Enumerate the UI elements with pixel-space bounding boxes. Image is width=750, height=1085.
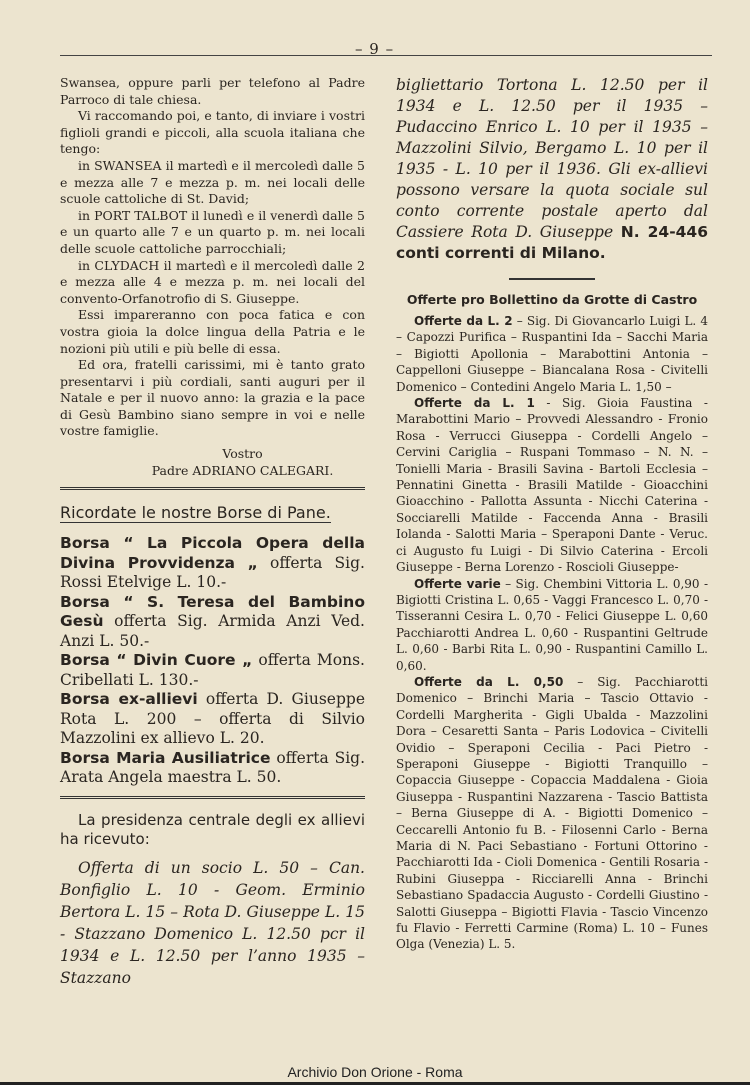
page-number: – 9 – — [355, 40, 395, 58]
borse-heading: Ricordate le nostre Borse di Pane. — [60, 503, 331, 523]
list-item: Offerte da L. 0,50 – Sig. Pacchiarotti Domenico – Brinchi Maria – Tascio Ottavio - Cordelli Margherita - Gigli Ubalda - Mazzolini Dora – Cesaretti Santa – Paris Lodovica – Civitelli Ovidio – Speraponi Cecilia - Paci Pietro - Speraponi Giuseppe - Bigiotti Tranquillo – Copaccia Giuseppe - Copaccia Maddalena - Gioia Giuseppa - Ruspantini Nazzarena - Tascio Battista – Berna Giuseppe di A. - Bigiotti Domenico – Ceccarelli Antonio fu B. - Filosenni Carlo - Berna Maria di N. Paci Sebastiano - Fortuni Ottorino - Pacchiarotti Ida - Cioli Domenica - Gentili Rosaria - Rubini Giuseppa - Ricciarelli Anna - Brinchi Sebastiano Spadaccia Augusto - Cordelli Giustino - Salotti Giuseppa – Bigiotti Flavia - Tascio Vincenzo fu Flavio - Ferretti Carmine (Roma) L. 10 – Funes Olga (Venezia) L. 5. — [396, 674, 708, 952]
section-divider — [509, 278, 595, 280]
offerte-heading: Offerte pro Bollettino da Grotte di Castro — [406, 292, 698, 307]
presidenza-intro: La presidenza centrale degli ex allievi ha ricevuto: — [60, 810, 365, 848]
list-item: Borsa “ S. Teresa del Bambino Gesù offerta Sig. Armida Anzi Ved. Anzi L. 50.- — [60, 592, 365, 650]
letter-paragraph: Ed ora, fratelli carissimi, mi è tanto grato presentarvi i più cordiali, santi auguri per il Natale e per il nuovo anno: la grazia e la pace di Gesù Bambino siano sempre in voi e nelle vostre famiglie. — [60, 357, 365, 439]
header-rule — [60, 55, 712, 56]
letter-paragraph: Swansea, oppure parli per telefono al Padre Parroco di tale chiesa. — [60, 75, 365, 107]
letter-text — [60, 75, 365, 440]
right-column — [396, 75, 708, 953]
letter-paragraph: in CLYDACH il martedì e il mercoledì dalle 2 e mezza alle 4 e mezza p. m. nei locali del convento-Orfanotrofio di S. Giuseppe. — [60, 257, 365, 306]
list-item: Offerte da L. 1 - Sig. Gioia Faustina - Marabottini Mario – Provvedi Alessandro - Fronio Rosa - Verrucci Giuseppa - Cordelli Angelo – Cervini Cariglia – Ruspani Tommaso – N. N. – Tonielli Maria - Brasili Savina - Bartoli Ecclesia – Pennatini Ginetta - Brasili Matilde - Gioacchini Gioacchino - Pallotta Assunta - Nicchi Caterina - Socciarelli Matilde - Faccenda Anna - Brasili Iolanda - Salotti Maria – Speraponi Dante - Veruc. ci Augusto fu Luigi - Di Silvio Caterina - Ercoli Giuseppe - Berna Lorenzo - Roscioli Giuseppe- — [396, 396, 708, 575]
presidenza-list: Offerta di un socio L. 50 – Can. Bonfiglio L. 10 - Geom. Erminio Bertora L. 15 – Rota D. Giuseppe L. 15 - Stazzano Domenico L. 12.50 pcr il 1934 e L. 12.50 per l’anno 1935 – Stazzano — [60, 858, 365, 987]
borse-list — [60, 534, 365, 788]
letter-paragraph: in PORT TALBOT il lunedì e il venerdì dalle 5 e un quarto alle 7 e un quarto p. m. nei locali delle scuole cattoliche parrocchiali; — [60, 207, 365, 256]
signature-salutation: Vostro — [222, 446, 263, 462]
signature-name: Padre ADRIANO CALEGARI. — [151, 462, 334, 478]
list-item: Borsa ex-allievi offerta D. Giuseppe Rota L. 200 – offerta di Silvio Mazzolini ex allievo L. 20. — [60, 690, 365, 748]
list-item: Offerte da L. 2 – Sig. Di Giovancarlo Luigi L. 4 – Capozzi Purifica – Ruspantini Ida – Sacchi Maria – Bigiotti Apollonia – Marabottini Antonia – Cappelloni Giuseppe – Biancalana Rosa - Civitelli Domenico – Contedini Angelo Maria L. 1,50 – — [396, 314, 708, 394]
letter-paragraph: Essi impareranno con poca fatica e con vostra gioia la dolce lingua della Patria e le nozioni più utili e più belle di essa. — [60, 307, 365, 356]
letter-paragraph: Vi raccomando poi, e tanto, di inviare i vostri figlioli grandi e piccoli, alla scuola italiana che tengo: — [60, 108, 365, 157]
decorative-divider — [60, 796, 365, 805]
list-item: Borsa “ Divin Cuore „ offerta Mons. Cribellati L. 130.- — [60, 651, 365, 689]
archive-footer: Archivio Don Orione - Roma — [287, 1064, 463, 1080]
list-item: Borsa “ La Piccola Opera della Divina Provvidenza „ offerta Sig. Rossi Etelvige L. 10.- — [60, 534, 365, 592]
offerte-list — [396, 313, 708, 953]
left-column — [60, 75, 365, 989]
decorative-divider — [60, 487, 365, 496]
letter-paragraph: in SWANSEA il martedì e il mercoledì dalle 5 e mezza alle 7 e mezza p. m. nei locali delle scuole cattoliche di St. David; — [60, 157, 365, 207]
list-item: Borsa Maria Ausiliatrice offerta Sig. Arata Angela maestra L. 50. — [60, 748, 365, 787]
list-item: Offerte varie – Sig. Chembini Vittoria L. 0,90 - Bigiotti Cristina L. 0,65 - Vaggi Francesco L. 0,70 - Tisseranni Cesira L. 0,70 - Felici Giuseppe L. 0,60 Pacchiarotti Andrea L. 0,60 - Ruspantini Geltrude L. 0,60 - Barbi Rita L. 0,90 - Ruspantini Camillo L. 0,60. — [396, 576, 708, 673]
presidenza-continued: bigliettario Tortona L. 12.50 per il 1934 e L. 12.50 per il 1935 – Pudaccino Enrico L. 10 per il 1935 – Mazzolini Silvio, Bergamo L. 10 per il 1935 - L. 10 per il 1936. Gli ex-allievi possono versare la quota sociale sul conto corrente postale aperto dal Cassiere Rota D. Giuseppe N. 24-446 conti correnti di Milano. — [396, 76, 708, 262]
